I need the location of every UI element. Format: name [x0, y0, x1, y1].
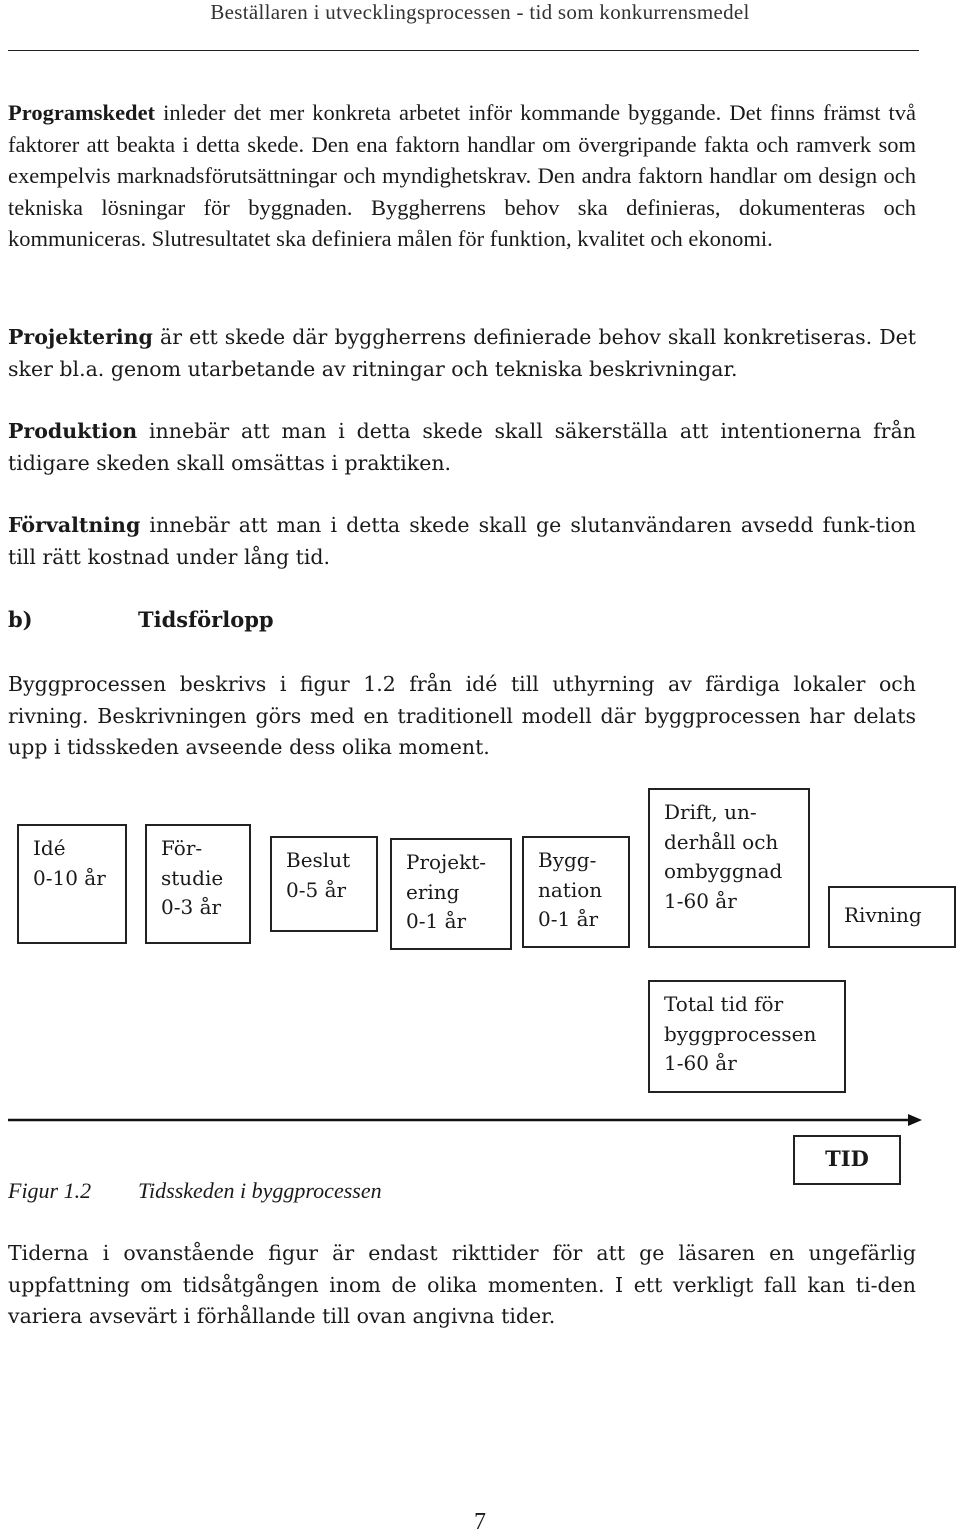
- figure-number: Figur 1.2: [8, 1178, 92, 1203]
- box-beslut-line: 0-5 år: [286, 877, 347, 902]
- box-beslut: [270, 836, 378, 932]
- section-heading: [8, 604, 274, 636]
- paragraph-closing: Tiderna i ovanstående figur är endast rikttider för att ge läsaren en ungefärlig uppfattning om tidsåtgången inom de olika momenten. I ett verkligt fall kan ti-den variera avsevärt i förhållande till ovan angivna tider.: [8, 1241, 916, 1328]
- arrowhead-icon: [908, 1114, 922, 1126]
- box-ide: [17, 824, 127, 944]
- paragraph-projektering: [8, 322, 916, 385]
- box-drift: [648, 788, 810, 948]
- box-byggnation-line: 0-1 år: [538, 907, 599, 931]
- text-produktion: innebär att man i detta skede skall säkerställa att intentionerna från tidigare skeden skall omsättas i praktiken.: [8, 419, 916, 475]
- term-projektering: Projektering: [8, 325, 153, 349]
- term-programskedet: Programskedet: [8, 100, 156, 125]
- box-forstudie: [145, 824, 251, 944]
- box-rivning-line: Rivning: [844, 903, 922, 927]
- box-projektering: [390, 838, 512, 950]
- box-total-line: Total tid för: [664, 992, 784, 1016]
- box-drift-line: 1-60 år: [664, 888, 737, 913]
- box-total-line: 1-60 år: [664, 1051, 737, 1075]
- paragraph-programskedet: [8, 97, 916, 255]
- section-label: b): [8, 607, 33, 632]
- axis-label-tid: TID: [793, 1135, 901, 1185]
- box-total-line: byggprocessen: [664, 1021, 817, 1046]
- box-byggnation-line: nation: [538, 877, 603, 902]
- term-forvaltning: Förvaltning: [8, 513, 141, 537]
- box-forstudie-line: 0-3 år: [161, 895, 222, 919]
- section-title: Tidsförlopp: [138, 607, 274, 632]
- box-ide-line: 0-10 år: [33, 865, 106, 890]
- box-byggnation-line: Bygg-: [538, 848, 597, 872]
- box-ide-line: Idé: [33, 836, 66, 860]
- box-total: [648, 980, 846, 1093]
- box-projektering-line: ering: [406, 879, 460, 904]
- text-programskedet: inleder det mer konkreta arbetet inför kommande byggande. Det finns främst två faktorer att beakta i detta skede. Den ena faktorn handlar om övergripande fakta och ramverk som exempelvis marknadsförutsättningar och myndighetskrav. Den andra faktorn handlar om design och tekniska lösningar för byggnaden. Byggherrens behov ska definieras, dokumenteras och kommuniceras. Slutresultatet ska definiera målen för funktion, kvalitet och ekonomi.: [8, 100, 916, 251]
- box-forstudie-line: För-: [161, 836, 203, 860]
- term-produktion: Produktion: [8, 419, 138, 443]
- header-divider: [8, 50, 919, 51]
- box-forstudie-line: studie: [161, 865, 224, 890]
- time-axis-arrow: [8, 1110, 923, 1130]
- box-byggnation: [522, 836, 630, 948]
- text-projektering: är ett skede där byggherrens definierade behov skall konkretiseras. Det sker bl.a. genom utarbetande av ritningar och tekniska beskrivningar.: [8, 325, 916, 381]
- paragraph-intro: Byggprocessen beskrivs i figur 1.2 från idé till uthyrning av färdiga lokaler och rivning. Beskrivningen görs med en traditionell modell där byggprocessen har delats upp i tidsskeden avseende dess olika moment.: [8, 672, 916, 759]
- box-beslut-line: Beslut: [286, 848, 351, 872]
- box-drift-line: ombyggnad: [664, 859, 783, 883]
- box-projektering-line: Projekt-: [406, 850, 487, 874]
- box-drift-line: Drift, un-: [664, 800, 757, 824]
- box-drift-line: derhåll och: [664, 829, 779, 854]
- running-header: Beställaren i utvecklingsprocessen - tid som konkurrensmedel: [210, 0, 750, 24]
- box-projektering-line: 0-1 år: [406, 909, 467, 933]
- figure-caption: Tidsskeden i byggprocessen: [138, 1178, 382, 1203]
- page-number: 7: [474, 1509, 486, 1535]
- paragraph-produktion: [8, 416, 916, 479]
- box-rivning: [828, 886, 956, 948]
- text-forvaltning: innebär att man i detta skede skall ge slutanvändaren avsedd funk-tion till rätt kostnad under lång tid.: [8, 513, 916, 569]
- paragraph-forvaltning: [8, 510, 916, 573]
